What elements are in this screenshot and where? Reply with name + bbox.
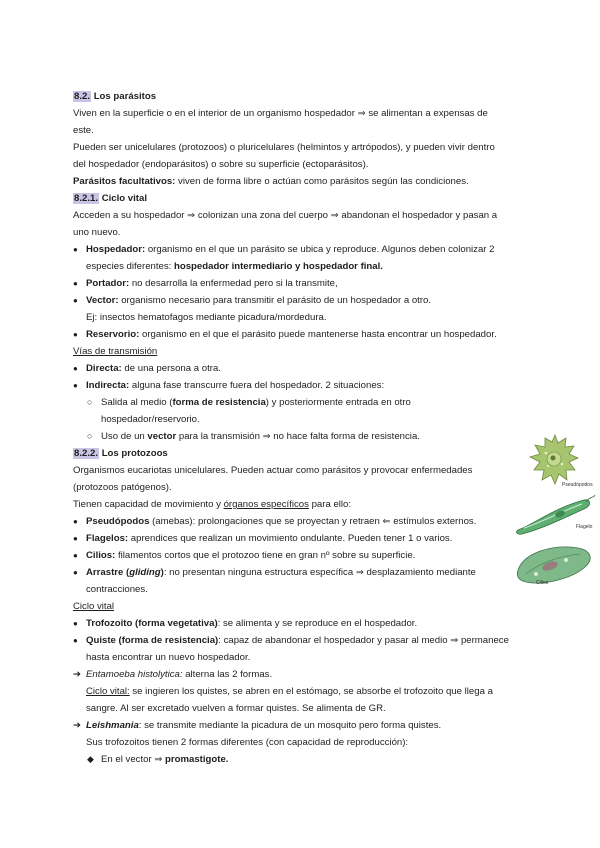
- sub-list-item: [73, 394, 525, 428]
- term-label: ): [160, 567, 164, 578]
- term-bold: vector: [147, 431, 177, 442]
- paragraph: del hospedador (endoparásitos) o sobre su superficie (ectoparásitos).: [73, 159, 369, 170]
- text: hospedador/reservorio.: [101, 414, 200, 425]
- term-text: contracciones.: [86, 584, 148, 595]
- arrow-item: [73, 717, 525, 751]
- term-label: Quiste (forma de resistencia): [86, 635, 219, 646]
- list-item: [73, 377, 525, 394]
- term-text: especies diferentes:: [86, 261, 174, 272]
- term-text: organismo en el que el parásito puede mantenerse hasta encontrar un hospedador.: [139, 329, 497, 340]
- term-text: organismo necesario para transmitir el parásito de un hospedador a otro.: [118, 295, 432, 306]
- text: En el vector ⇒: [101, 754, 166, 765]
- term-label: Parásitos facultativos:: [73, 176, 176, 187]
- term-bold: hospedador intermediario y hospedador final.: [174, 261, 383, 272]
- paragraph: [73, 496, 525, 513]
- paragraph: [73, 173, 525, 190]
- section-number: 8.2.: [74, 91, 91, 102]
- paragraph: Acceden a su hospedador ⇒ colonizan una zona del cuerpo ⇒ abandonan el hospedador y pasan a: [73, 210, 498, 221]
- text: Salida al medio (: [101, 397, 173, 408]
- term-text: : se transmite mediante la picadura de un mosquito pero forma quistes.: [138, 720, 442, 731]
- term-text: organismo en el que un parásito se ubica y reproduce. Algunos deben colonizar 2: [145, 244, 495, 255]
- term-label: Indirecta:: [86, 380, 130, 391]
- arrow-item: [73, 666, 525, 717]
- diamond-item: [73, 751, 525, 768]
- paragraph: Organismos eucariotas unicelulares. Pueden actuar como parásitos y provocar enfermedades: [73, 465, 473, 476]
- text: (amebas): [149, 516, 193, 527]
- list-item: [73, 547, 525, 564]
- section-title: Los protozoos: [101, 448, 168, 459]
- term-label: Directa:: [86, 363, 122, 374]
- list-item: [73, 326, 525, 343]
- flagellate-figure: [514, 494, 596, 536]
- subheading-ciclo: Ciclo vital: [73, 601, 115, 612]
- term-text: : prolongaciones que se proyectan y retraen ⇐ estímulos externos.: [192, 516, 477, 527]
- section-title: Ciclo vital: [101, 193, 148, 204]
- paragraph: uno nuevo.: [73, 227, 121, 238]
- term-bold: forma de resistencia: [172, 397, 266, 408]
- term-text: alguna fase transcurre fuera del hospedador. 2 situaciones:: [129, 380, 385, 391]
- list-item: [73, 241, 525, 275]
- text: para la transmisión ⇒ no hace falta forma de resistencia.: [176, 431, 420, 442]
- term-label: Arrastre (: [86, 567, 130, 578]
- term-text: filamentos cortos que el protozoo tiene en gran nº sobre su superficie.: [115, 550, 416, 561]
- term-text: aprendices que realizan un movimiento ondulante. Pueden tener 1 o varios.: [128, 533, 453, 544]
- term-label: Cilios:: [86, 550, 116, 561]
- amoeba-figure: [522, 434, 594, 496]
- section-number: 8.2.2.: [74, 448, 99, 459]
- term-label: Portador:: [86, 278, 130, 289]
- term-text: Sus trofozoitos tienen 2 formas diferentes (con capacidad de reproducción):: [86, 737, 409, 748]
- section-number: 8.2.1.: [74, 193, 99, 204]
- section-title: Los parásitos: [93, 91, 157, 102]
- section-8-2-1-heading: [73, 190, 525, 207]
- underlined-text: Ciclo vital:: [86, 686, 130, 697]
- flagelo-caption: Flagelo: [576, 524, 593, 530]
- term-label: Hospedador:: [86, 244, 146, 255]
- ciliate-icon: [514, 540, 596, 588]
- subheading-vias: Vías de transmisión: [73, 346, 158, 357]
- term-label: Trofozoito (forma vegetativa): [86, 618, 218, 629]
- term-bold: promastigote.: [165, 754, 229, 765]
- example-text: Ej: insectos hematofagos mediante picadura/mordedura.: [86, 312, 327, 323]
- list-item: [73, 275, 525, 292]
- list-item: [73, 513, 525, 530]
- section-8-2-2-heading: [73, 445, 525, 462]
- list-item: [73, 360, 525, 377]
- list-item: [73, 632, 525, 666]
- term-label: Vector:: [86, 295, 119, 306]
- list-item: [73, 564, 525, 598]
- diamond-bullet-icon: ◆: [87, 754, 94, 764]
- text: ) y posteriormente entrada en otro: [265, 397, 411, 408]
- document-page: [73, 88, 525, 768]
- section-8-2-heading: [73, 88, 525, 105]
- paragraph: Viven en la superficie o en el interior de un organismo hospedador ⇒ se alimentan a expensas de: [73, 108, 488, 119]
- term-text: se ingieren los quistes, se abren en el estómago, se absorbe el trofozoito que llega a: [129, 686, 493, 697]
- list-item: [73, 615, 525, 632]
- term-text: : se alimenta y se reproduce en el hospedador.: [217, 618, 418, 629]
- term-text: : capaz de abandonar el hospedador y pasar al medio ⇒ permanece: [218, 635, 509, 646]
- text: Uso de un: [101, 431, 148, 442]
- term-text: sangre. Al ser excretado vuelven a formar quistes. Se alimenta de GR.: [86, 703, 386, 714]
- paragraph: este.: [73, 125, 94, 136]
- paragraph: (protozoos patógenos).: [73, 482, 172, 493]
- text: para ello:: [308, 499, 352, 510]
- list-item: [73, 530, 525, 547]
- term-text: alterna las 2 formas.: [182, 669, 273, 680]
- term-label: Reservorio:: [86, 329, 140, 340]
- underlined-text: órganos específicos: [223, 499, 309, 510]
- text: Tienen capacidad de movimiento y: [73, 499, 224, 510]
- term-text: de una persona a otra.: [121, 363, 221, 374]
- term-italic: gliding: [129, 567, 161, 578]
- sub-list-item: [73, 428, 525, 445]
- pseudopodos-caption: Pseudópodos: [562, 482, 593, 488]
- arrow-icon: ➔: [73, 669, 82, 680]
- term-italic: Leishmania: [86, 720, 139, 731]
- term-label: Pseudópodos: [86, 516, 150, 527]
- term-italic: Entamoeba histolytica:: [86, 669, 183, 680]
- term-text: no desarrolla la enfermedad pero si la transmite,: [129, 278, 338, 289]
- ciliate-figure: [514, 540, 596, 588]
- term-text: viven de forma libre o actúan como parásitos según las condiciones.: [175, 176, 469, 187]
- term-label: Flagelos:: [86, 533, 129, 544]
- term-text: hasta encontrar un nuevo hospedador.: [86, 652, 251, 663]
- list-item: [73, 292, 525, 326]
- cilios-caption: Cilios: [536, 580, 549, 586]
- arrow-icon: ➔: [73, 720, 82, 731]
- term-text: : no presentan ninguna estructura específica ⇒ desplazamiento mediante: [163, 567, 476, 578]
- paragraph: Pueden ser unicelulares (protozoos) o pluricelulares (helmintos y artrópodos), y pueden vivir dentro: [73, 142, 495, 153]
